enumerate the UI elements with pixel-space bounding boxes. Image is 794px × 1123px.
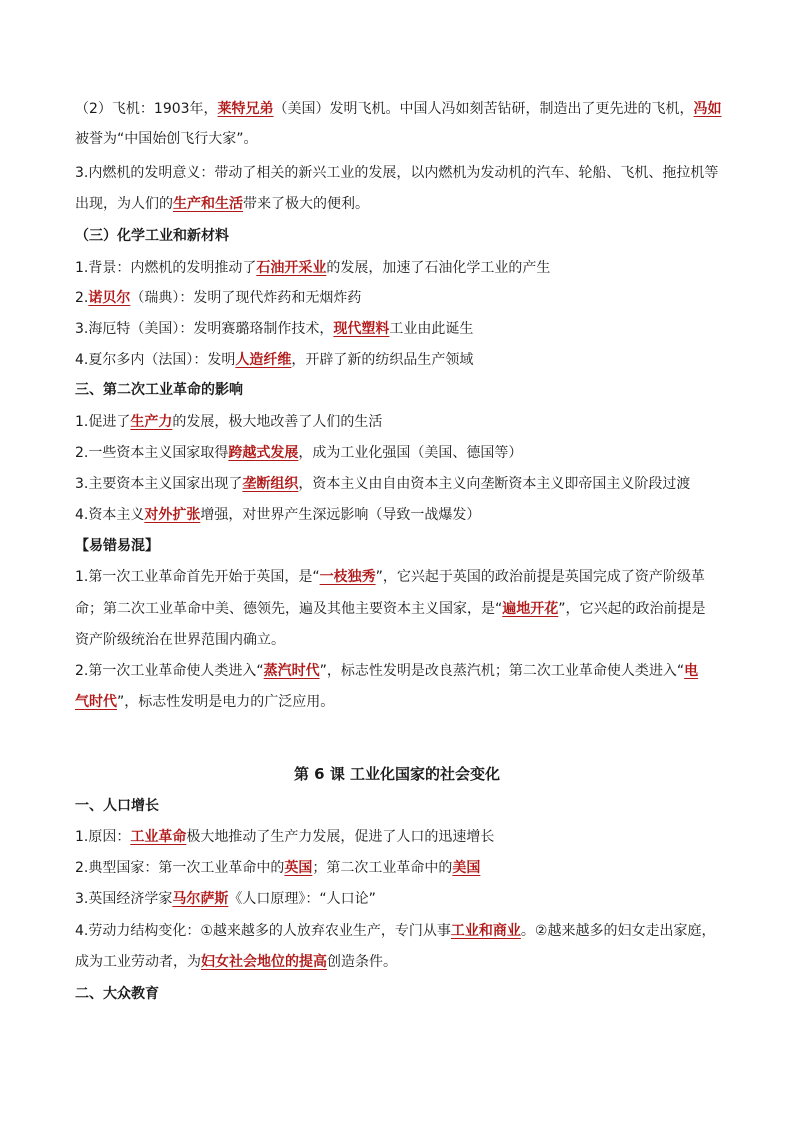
keyword-industrial-revolution: 工业革命: [130, 829, 187, 845]
line-impact-4: 4.资本主义对外扩张增强，对世界产生深远影响（导致一战爆发）: [75, 507, 481, 523]
keyword-women-status: 妇女社会地位的提高: [201, 954, 327, 970]
line-impact-2: 2.一些资本主义国家取得跨越式发展，成为工业化强国（美国、德国等）: [75, 445, 523, 461]
keyword-electric-age-start: 电: [684, 663, 699, 679]
line-typical-countries: 2.典型国家：第一次工业革命中的英国；第二次工业革命中的美国: [75, 860, 481, 876]
heading-chemical-industry: （三）化学工业和新材料: [75, 228, 229, 244]
line-feng-ru-praise: 被誉为“中国始创飞行大家”。: [75, 131, 258, 147]
keyword-leapfrog-development: 跨越式发展: [228, 445, 299, 461]
line-hyatt: 3.海厄特（美国）：发明赛璐珞制作技术，现代塑料工业由此诞生: [75, 321, 474, 337]
keyword-oil-extraction: 石油开采业: [256, 260, 327, 276]
line-airplane: （2）飞机：1903年，莱特兄弟（美国）发明飞机。中国人冯如刻苦钻研，制造出了更先进的飞机，冯如: [75, 101, 722, 117]
line-impact-3: 3.主要资本主义国家出现了垄断组织，资本主义由自由资本主义向垄断资本主义即帝国主义阶段过渡: [75, 476, 691, 492]
keyword-external-expansion: 对外扩张: [144, 507, 201, 523]
line-mistake-2a: 2.第一次工业革命使人类进入“蒸汽时代”，标志性发明是改良蒸汽机；第二次工业革命使人类进入“电: [75, 663, 699, 679]
keyword-industry-commerce: 工业和商业: [450, 923, 521, 939]
keyword-wright-brothers: 莱特兄弟: [217, 101, 274, 117]
line-mistake-2b: 气时代”，标志性发明是电力的广泛应用。: [75, 694, 335, 710]
keyword-feng-ru: 冯如: [693, 101, 722, 117]
line-population-cause: 1.原因：工业革命极大地推动了生产力发展，促进了人口的迅速增长: [75, 829, 495, 845]
keyword-productivity: 生产力: [130, 414, 173, 430]
keyword-usa: 美国: [452, 860, 481, 876]
heading-population-growth: 一、人口增长: [75, 798, 159, 814]
keyword-steam-age: 蒸汽时代: [263, 663, 320, 679]
keyword-britain: 英国: [284, 860, 313, 876]
line-mistake-1b: 命；第二次工业革命中美、德领先，遍及其他主要资本主义国家，是“遍地开花”，它兴起的政治前提是: [75, 601, 706, 617]
line-malthus: 3.英国经济学家马尔萨斯《人口原理》：“人口论”: [75, 891, 376, 907]
line-chardonnet: 4.夏尔多内（法国）：发明人造纤维，开辟了新的纺织品生产领域: [75, 352, 474, 368]
heading-common-mistakes: 【易错易混】: [75, 538, 159, 554]
line-background: 1.背景：内燃机的发明推动了石油开采业的发展，加速了石油化学工业的产生: [75, 260, 551, 276]
heading-second-revolution-impact: 三、第二次工业革命的影响: [75, 382, 243, 398]
line-labor-structure-b: 成为工业劳动者，为妇女社会地位的提高创造条件。: [75, 954, 397, 970]
line-labor-structure-a: 4.劳动力结构变化：①越来越多的人放弃农业生产，专门从事工业和商业。②越来越多的妇女走出家庭，: [75, 923, 716, 939]
keyword-malthus: 马尔萨斯: [172, 891, 229, 907]
keyword-blooming-everywhere: 遍地开花: [502, 601, 559, 617]
line-mistake-1a: 1.第一次工业革命首先开始于英国，是“一枝独秀”，它兴起于英国的政治前提是英国完成了资产阶级革: [75, 569, 705, 585]
lesson-title: 第 6 课 工业化国家的社会变化: [293, 765, 501, 783]
heading-mass-education: 二、大众教育: [75, 986, 159, 1002]
keyword-artificial-fiber: 人造纤维: [235, 352, 292, 368]
line-mistake-1c: 资产阶级统治在世界范围内确立。: [75, 632, 285, 648]
keyword-one-stands-alone: 一枝独秀: [319, 569, 376, 585]
keyword-electric-age-end: 气时代: [75, 694, 117, 710]
keyword-monopoly-organizations: 垄断组织: [242, 476, 299, 492]
line-nobel: 2.诺贝尔（瑞典）：发明了现代炸药和无烟炸药: [75, 290, 362, 306]
keyword-nobel: 诺贝尔: [88, 290, 131, 306]
line-engine-significance: 3.内燃机的发明意义：带动了相关的新兴工业的发展，以内燃机为发动机的汽车、轮船、飞机、拖拉机等: [75, 165, 719, 181]
keyword-production-life: 生产和生活: [173, 196, 243, 212]
line-impact-1: 1.促进了生产力的发展，极大地改善了人们的生活: [75, 414, 383, 430]
keyword-modern-plastics: 现代塑料: [333, 321, 390, 337]
line-engine-convenience: 出现，为人们的生产和生活带来了极大的便利。: [75, 196, 369, 212]
